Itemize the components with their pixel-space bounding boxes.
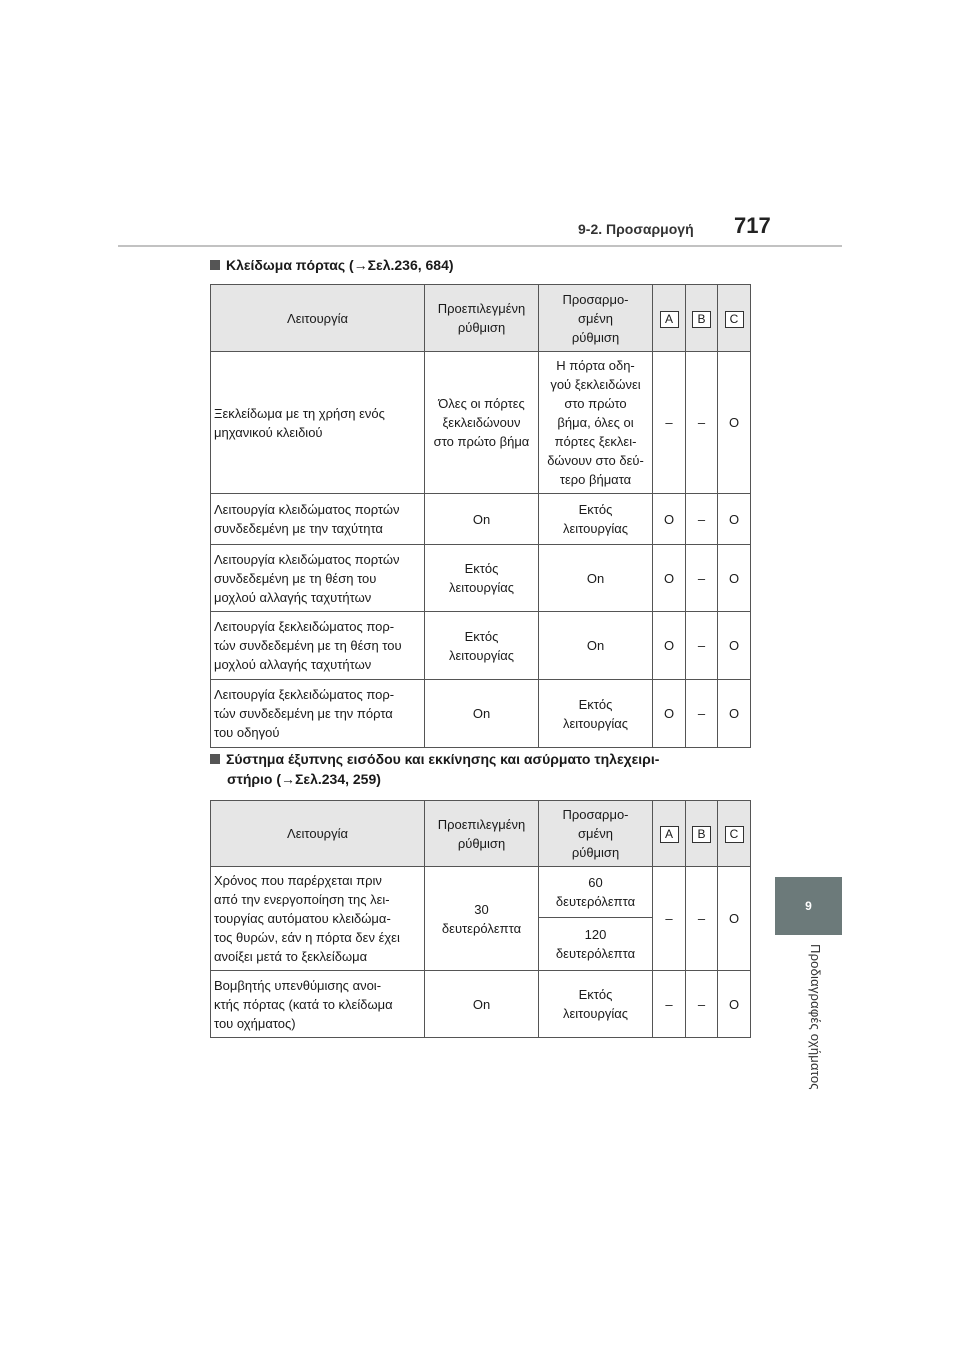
table-row <box>211 352 751 494</box>
cell-b: – <box>686 971 718 1038</box>
table-row <box>211 680 751 748</box>
cell-a: – <box>653 867 686 971</box>
cell-b: – <box>686 545 718 612</box>
cell-function: Ξεκλείδωμα με τη χρήση ενός μηχανικού κλειδιού <box>211 352 425 494</box>
cell-default: On <box>425 680 539 748</box>
cell-c: O <box>718 971 751 1038</box>
cell-function: Λειτουργία κλειδώματος πορτών συνδεδεμένη με την ταχύτητα <box>211 494 425 545</box>
smart-entry-table <box>210 800 751 1038</box>
cell-custom: Εκτός λειτουργίας <box>539 971 653 1038</box>
section-heading-smart-entry <box>210 749 659 789</box>
cell-custom-option-2: 120 δευτερόλεπτα <box>539 918 653 971</box>
cell-b: – <box>686 352 718 494</box>
table-row <box>211 545 751 612</box>
cell-custom: On <box>539 545 653 612</box>
page-number: 717 <box>734 213 771 238</box>
col-header-default: Προεπιλεγμένη ρύθμιση <box>425 801 539 867</box>
cell-c: O <box>718 352 751 494</box>
chapter-title: Προδιαγραφές οχήματος <box>808 944 823 1090</box>
cell-b: – <box>686 867 718 971</box>
table-row <box>211 971 751 1038</box>
col-header-custom: Προσαρμο- σμένη ρύθμιση <box>539 801 653 867</box>
col-header-b: B <box>686 801 718 867</box>
header-divider <box>118 245 842 247</box>
cell-c: O <box>718 867 751 971</box>
cell-default: On <box>425 494 539 545</box>
table-row <box>211 612 751 680</box>
cell-c: O <box>718 545 751 612</box>
cell-function: Βομβητής υπενθύμισης ανοι- κτής πόρτας (κατά το κλείδωμα του οχήματος) <box>211 971 425 1038</box>
cell-b: – <box>686 612 718 680</box>
cell-function: Λειτουργία ξεκλειδώματος πορ- τών συνδεδεμένη με τη θέση του μοχλού αλλαγής ταχυτήτων <box>211 612 425 680</box>
chapter-tab <box>775 877 842 935</box>
col-header-c: C <box>718 801 751 867</box>
cell-default: 30 δευτερόλεπτα <box>425 867 539 971</box>
table-row <box>211 494 751 545</box>
cell-custom: Εκτός λειτουργίας <box>539 680 653 748</box>
cell-custom: Εκτός λειτουργίας <box>539 494 653 545</box>
cell-a: – <box>653 971 686 1038</box>
cell-c: O <box>718 612 751 680</box>
cell-function: Λειτουργία ξεκλειδώματος πορ- τών συνδεδεμένη με την πόρτα του οδηγού <box>211 680 425 748</box>
col-header-function: Λειτουργία <box>211 285 425 352</box>
section-heading-text-line1: Σύστημα έξυπνης εισόδου και εκκίνησης και ασύρματο τηλεχειρι- <box>226 751 660 767</box>
bullet-square-icon <box>210 754 220 764</box>
cell-custom-option-1: 60 δευτερόλεπτα <box>539 867 653 918</box>
chapter-number: 9 <box>805 899 812 913</box>
cell-function: Χρόνος που παρέρχεται πριν από την ενεργοποίηση της λει- τουργίας αυτόματου κλειδώμα- τος θυρών, εάν η πόρτα δεν έχει ανοίξει μετά το ξεκλείδωμα <box>211 867 425 971</box>
cell-function: Λειτουργία κλειδώματος πορτών συνδεδεμένη με τη θέση του μοχλού αλλαγής ταχυτήτων <box>211 545 425 612</box>
cell-default: Όλες οι πόρτες ξεκλειδώνουν στο πρώτο βήμα <box>425 352 539 494</box>
cell-default: Εκτός λειτουργίας <box>425 612 539 680</box>
cell-default: On <box>425 971 539 1038</box>
col-header-default: Προεπιλεγμένη ρύθμιση <box>425 285 539 352</box>
col-header-custom: Προσαρμο- σμένη ρύθμιση <box>539 285 653 352</box>
cell-a: O <box>653 612 686 680</box>
section-title: 9-2. Προσαρμογή <box>578 221 694 237</box>
cell-c: O <box>718 494 751 545</box>
cell-a: O <box>653 545 686 612</box>
col-header-b: B <box>686 285 718 352</box>
section-heading-door-lock <box>210 255 454 275</box>
cell-a: O <box>653 494 686 545</box>
cell-a: O <box>653 680 686 748</box>
table-row <box>211 867 751 918</box>
cell-b: – <box>686 494 718 545</box>
cell-a: – <box>653 352 686 494</box>
door-lock-table <box>210 284 751 748</box>
cell-custom: Η πόρτα οδη- γού ξεκλειδώνει στο πρώτο βήμα, όλες οι πόρτες ξεκλει- δώνουν στο δεύ- τερο βήματα <box>539 352 653 494</box>
cell-c: O <box>718 680 751 748</box>
col-header-a: A <box>653 285 686 352</box>
section-heading-text-line2: στήριο (→Σελ.234, 259) <box>227 771 381 787</box>
cell-b: – <box>686 680 718 748</box>
col-header-a: A <box>653 801 686 867</box>
section-heading-text: Κλείδωμα πόρτας (→Σελ.236, 684) <box>226 257 454 273</box>
cell-default: Εκτός λειτουργίας <box>425 545 539 612</box>
cell-custom: On <box>539 612 653 680</box>
col-header-c: C <box>718 285 751 352</box>
bullet-square-icon <box>210 260 220 270</box>
table-header-row <box>211 801 751 867</box>
col-header-function: Λειτουργία <box>211 801 425 867</box>
table-header-row <box>211 285 751 352</box>
